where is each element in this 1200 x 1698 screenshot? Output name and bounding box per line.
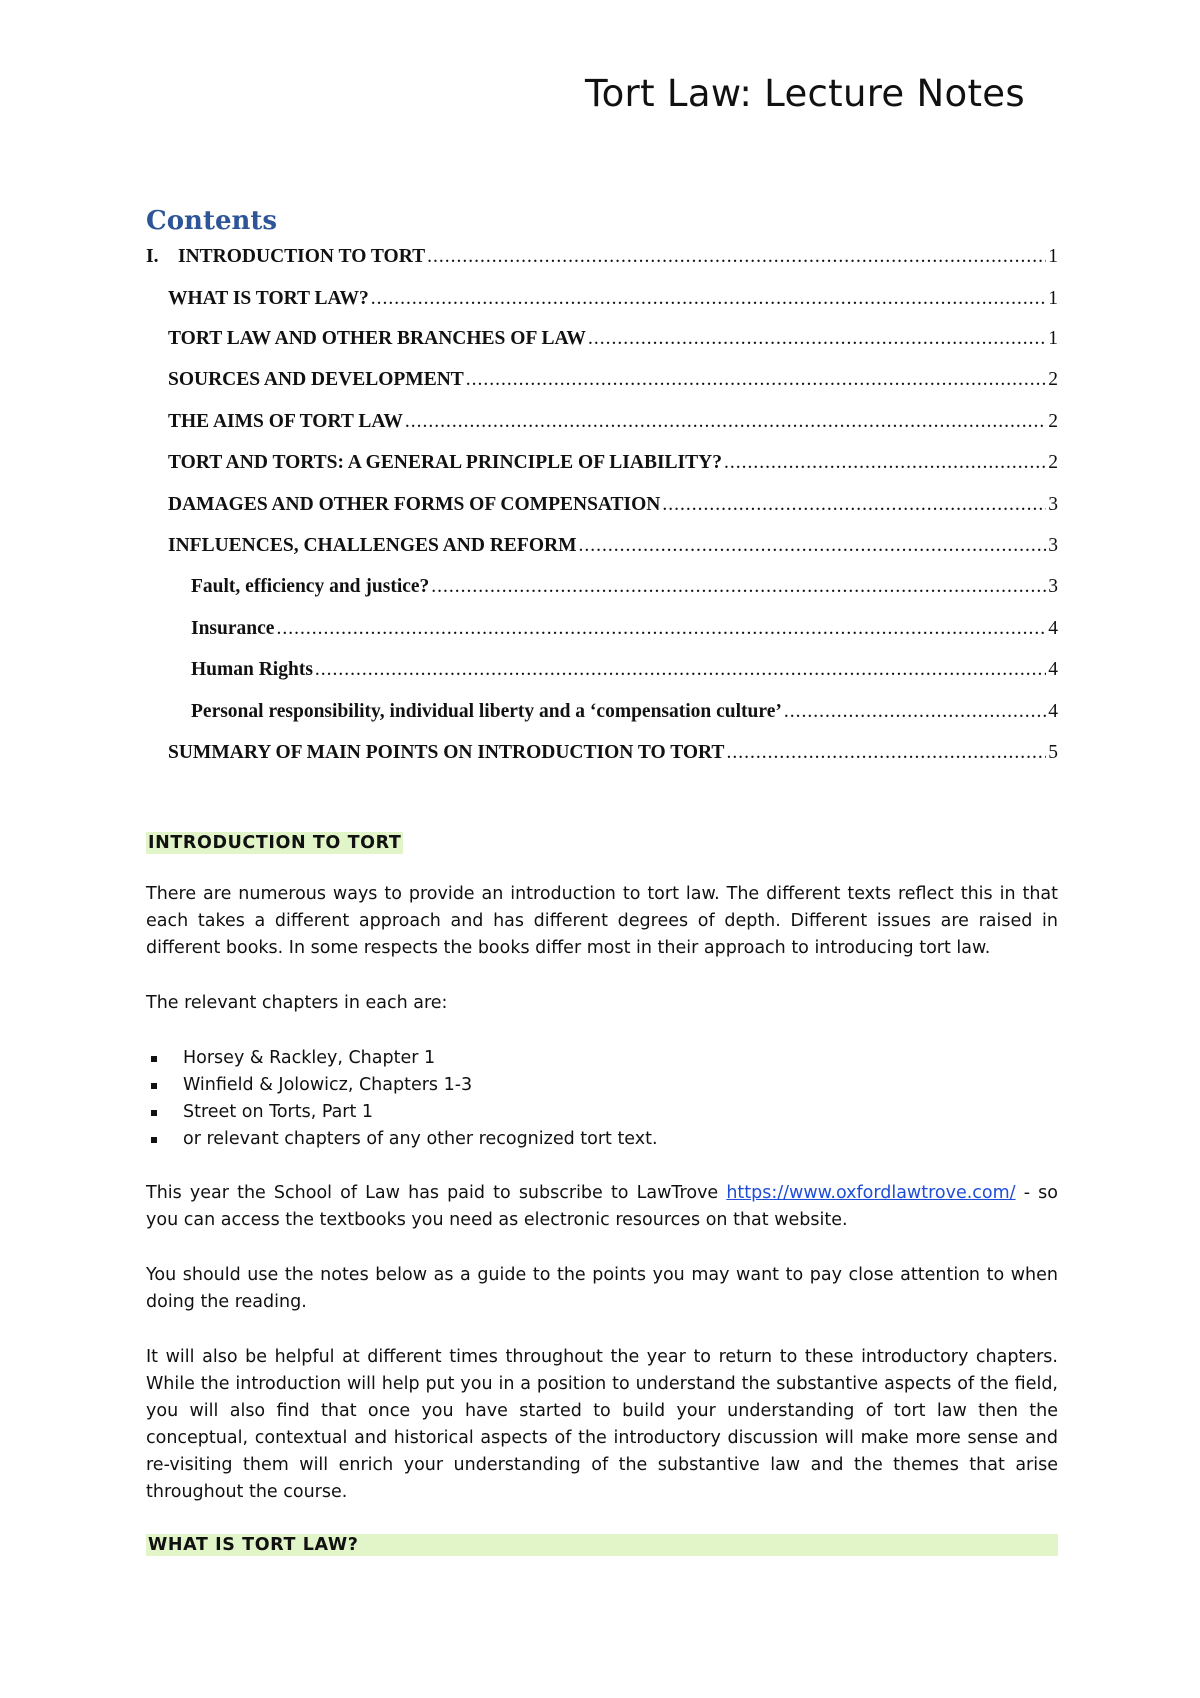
toc-leader-dots [578, 535, 1046, 557]
paragraph: There are numerous ways to provide an introduction to tort law. The different texts reflect this in that each takes a different approach and has different degrees of depth. Different issues are raised in different books. In some respects the books differ most in their approach to introducing tort law. [146, 884, 1058, 958]
toc-entry-page: 2 [1048, 369, 1058, 390]
toc-entry-page: 2 [1048, 411, 1058, 432]
toc-entry-label: INFLUENCES, CHALLENGES AND REFORM [168, 535, 577, 556]
toc-entry-label: Insurance [191, 618, 275, 639]
toc-leader-dots [784, 701, 1046, 723]
toc-entry[interactable] [168, 288, 1058, 310]
toc-entry[interactable] [168, 535, 1058, 557]
toc-entry-page: 4 [1048, 618, 1058, 639]
paragraph: The relevant chapters in each are: [146, 993, 448, 1013]
list-item: or relevant chapters of any other recognized tort text. [146, 1126, 1046, 1153]
paragraph: It will also be helpful at different times throughout the year to return to these introductory chapters. While the introduction will help put you in a position to understand the substantive aspects of the field, you will also find that once you have started to build your understanding of tort law then the conceptual, contextual and historical aspects of the introductory discussion will make more sense and re-visiting them will enrich your understanding of the substantive law and the themes that arise throughout the course. [146, 1347, 1058, 1502]
toc-entry[interactable] [168, 742, 1058, 764]
toc-leader-dots [588, 328, 1046, 350]
toc-entry[interactable] [146, 246, 1058, 268]
toc-entry-label: DAMAGES AND OTHER FORMS OF COMPENSATION [168, 494, 661, 515]
lawtrove-link[interactable]: https://www.oxfordlawtrove.com/ [726, 1183, 1016, 1203]
toc-entry[interactable] [168, 452, 1058, 474]
document-title: Tort Law: Lecture Notes [585, 72, 1025, 115]
toc-leader-dots [466, 369, 1046, 391]
toc-entry-page: 3 [1048, 494, 1058, 515]
toc-entry[interactable] [168, 369, 1058, 391]
section-heading-what-is-tort-law: WHAT IS TORT LAW? [146, 1534, 1058, 1556]
toc-entry[interactable] [168, 411, 1058, 433]
list-item: Horsey & Rackley, Chapter 1 [146, 1045, 1046, 1072]
paragraph-lawtrove [146, 1180, 1058, 1234]
toc-entry-label: SUMMARY OF MAIN POINTS ON INTRODUCTION TO TORT [168, 742, 725, 763]
list-item: Winfield & Jolowicz, Chapters 1-3 [146, 1072, 1046, 1099]
toc-entry-page: 1 [1048, 288, 1058, 309]
chapter-list [146, 1045, 1046, 1153]
toc-leader-dots [405, 411, 1046, 433]
toc-entry-label: Fault, efficiency and justice? [191, 576, 430, 597]
paragraph: You should use the notes below as a guide to the points you may want to pay close attention to when doing the reading. [146, 1265, 1058, 1312]
toc-leader-dots [662, 494, 1046, 516]
toc-leader-dots [431, 576, 1046, 598]
toc-leader-dots [371, 288, 1047, 310]
toc-entry-label: Personal responsibility, individual liberty and a ‘compensation culture’ [191, 701, 782, 722]
paragraph-text: This year the School of Law has paid to subscribe to LawTrove [146, 1183, 727, 1203]
toc-leader-dots [724, 452, 1046, 474]
toc-entry[interactable] [191, 576, 1058, 598]
toc-entry-number: I. [146, 246, 159, 267]
toc-entry[interactable] [191, 701, 1058, 723]
toc-entry-label: TORT AND TORTS: A GENERAL PRINCIPLE OF LIABILITY? [168, 452, 722, 473]
toc-entry-label: Human Rights [191, 659, 313, 680]
toc-leader-dots [315, 659, 1046, 681]
section-heading-introduction: INTRODUCTION TO TORT [148, 833, 402, 853]
toc-entry-label: INTRODUCTION TO TORT [178, 246, 426, 267]
toc-entry-label: WHAT IS TORT LAW? [168, 288, 369, 309]
toc-entry-page: 3 [1048, 576, 1058, 597]
toc-entry-page: 3 [1048, 535, 1058, 556]
toc-entry-page: 4 [1048, 659, 1058, 680]
toc-entry[interactable] [168, 328, 1058, 350]
toc-entry[interactable] [191, 659, 1058, 681]
toc-entry-label: TORT LAW AND OTHER BRANCHES OF LAW [168, 328, 586, 349]
paragraph-text: - so you can access the textbooks you need as electronic resources on that website. [146, 1183, 1058, 1230]
toc-leader-dots [726, 742, 1046, 764]
toc-heading: Contents [146, 206, 278, 236]
toc-entry-page: 1 [1048, 246, 1058, 267]
toc-entry[interactable] [191, 618, 1058, 640]
toc-entry-label: THE AIMS OF TORT LAW [168, 411, 403, 432]
toc-leader-dots [276, 618, 1046, 640]
toc-entry-page: 5 [1048, 742, 1058, 763]
toc-entry[interactable] [168, 494, 1058, 516]
toc-entry-label: SOURCES AND DEVELOPMENT [168, 369, 464, 390]
toc-entry-page: 1 [1048, 328, 1058, 349]
toc-entry-page: 4 [1048, 701, 1058, 722]
list-item: Street on Torts, Part 1 [146, 1099, 1046, 1126]
toc-leader-dots [427, 246, 1046, 268]
toc-entry-page: 2 [1048, 452, 1058, 473]
